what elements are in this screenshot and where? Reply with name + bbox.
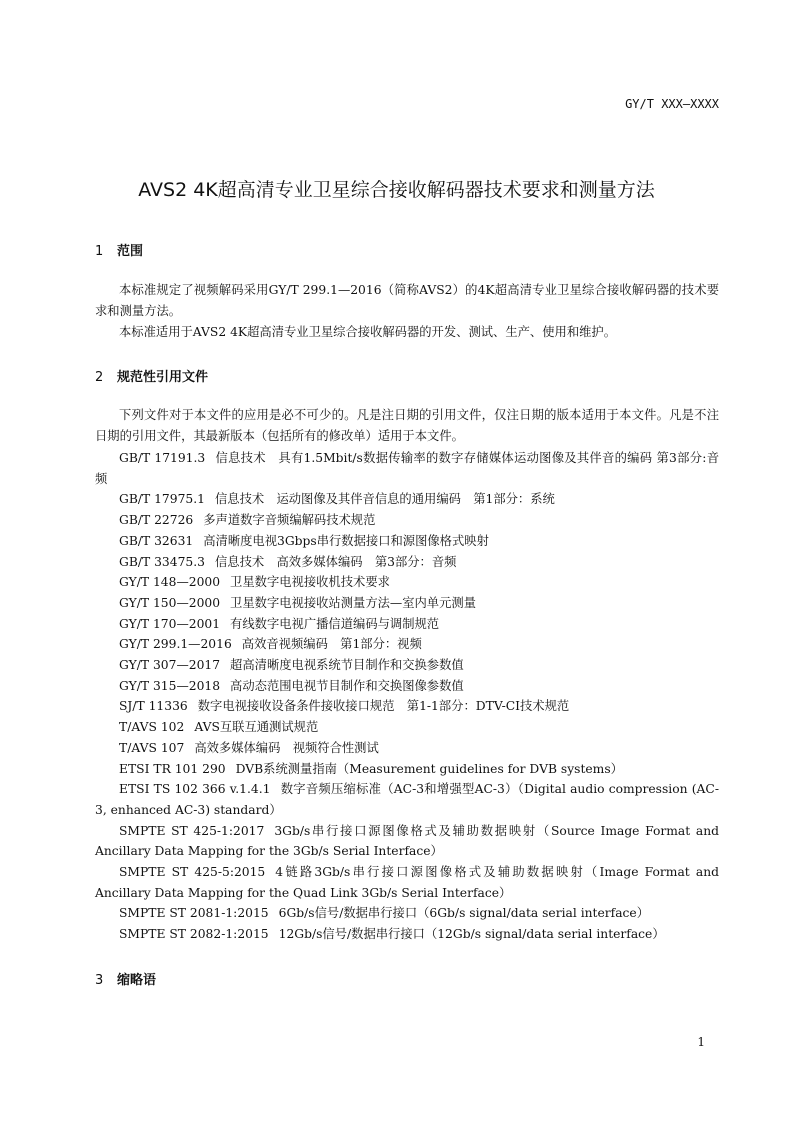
reference-code: GB/T 17975.1 <box>119 492 205 507</box>
reference-title: 信息技术 高效多媒体编码 第3部分：音频 <box>214 554 457 569</box>
reference-title: 3Gb/s串行接口源图像格式及辅助数据映射（Source Image Format and Ancillary Data Mapping for the 3Gb/s Serial Interface） <box>95 823 719 859</box>
reference-list <box>95 448 719 945</box>
reference-code: GB/T 33475.3 <box>119 554 205 569</box>
section-number: 1 <box>95 244 104 259</box>
section-title: 规范性引用文件 <box>117 370 209 385</box>
reference-title: 高效音视频编码 第1部分：视频 <box>241 637 422 652</box>
reference-title: 超高清晰度电视系统节目制作和交换参数值 <box>230 658 464 673</box>
reference-code: GY/T 150—2000 <box>119 595 221 610</box>
reference-item <box>95 572 719 593</box>
reference-title: AVS互联互通测试规范 <box>194 720 319 735</box>
section-title: 缩略语 <box>117 973 157 988</box>
section-heading-normative-references <box>95 366 208 385</box>
reference-code: GY/T 170—2001 <box>119 616 221 631</box>
reference-title: 多声道数字音频编解码技术规范 <box>203 513 376 528</box>
reference-title: 6Gb/s信号/数据串行接口（6Gb/s signal/data serial interface） <box>278 906 649 921</box>
reference-title: 卫星数字电视接收机技术要求 <box>230 575 390 590</box>
paragraph: 本标准适用于AVS2 4K超高清专业卫星综合接收解码器的开发、测试、生产、使用和维护。 <box>119 325 617 339</box>
document-title: AVS2 4K超高清专业卫星综合接收解码器技术要求和测量方法 <box>138 179 655 201</box>
reference-item <box>95 779 719 820</box>
reference-code: GY/T 148—2000 <box>119 575 221 590</box>
reference-item <box>95 924 719 945</box>
document-code: GY/T XXX—XXXX <box>625 97 719 111</box>
reference-code: GB/T 22726 <box>119 513 194 528</box>
reference-item <box>95 593 719 614</box>
reference-title: 高清晰度电视3Gbps串行数据接口和源图像格式映射 <box>203 533 489 548</box>
reference-title: 信息技术 具有1.5Mbit/s数据传输率的数字存储媒体运动图像及其伴音的编码 第3部分:音频 <box>95 451 719 486</box>
reference-item <box>95 903 719 924</box>
reference-code: ETSI TS 102 366 v.1.4.1 <box>119 782 271 797</box>
reference-item <box>95 531 719 552</box>
reference-item <box>95 489 719 510</box>
section-title: 范围 <box>117 244 144 259</box>
reference-code: GY/T 299.1—2016 <box>119 637 232 652</box>
reference-item <box>95 759 719 780</box>
reference-code: SJ/T 11336 <box>119 699 188 714</box>
reference-code: GY/T 315—2018 <box>119 678 221 693</box>
reference-title: 高效多媒体编码 视频符合性测试 <box>194 740 379 755</box>
reference-code: T/AVS 102 <box>119 720 185 735</box>
reference-code: GB/T 17191.3 <box>119 451 206 465</box>
page-number: 1 <box>697 1035 705 1049</box>
section-number: 2 <box>95 370 104 385</box>
reference-code: GB/T 32631 <box>119 533 194 548</box>
reference-code: SMPTE ST 425-1:2017 <box>119 823 265 838</box>
reference-title: 信息技术 运动图像及其伴音信息的通用编码 第1部分：系统 <box>214 492 555 507</box>
reference-code: ETSI TR 101 290 <box>119 761 226 776</box>
reference-item <box>95 696 719 717</box>
reference-title: DVB系统测量指南（Measurement guidelines for DVB systems） <box>235 761 623 776</box>
reference-item <box>95 510 719 531</box>
reference-item <box>95 862 719 903</box>
reference-item <box>95 634 719 655</box>
reference-title: 数字电视接收设备条件接收接口规范 第1-1部分：DTV-CI技术规范 <box>197 699 570 714</box>
reference-item <box>95 614 719 635</box>
reference-code: SMPTE ST 425-5:2015 <box>119 865 266 880</box>
reference-title: 高动态范围电视节目制作和交换图像参数值 <box>230 678 464 693</box>
reference-title: 卫星数字电视接收站测量方法—室内单元测量 <box>230 595 476 610</box>
reference-item <box>95 676 719 697</box>
reference-item <box>95 821 719 862</box>
section-number: 3 <box>95 973 104 988</box>
reference-item <box>95 448 719 489</box>
paragraph: 下列文件对于本文件的应用是必不可少的。凡是注日期的引用文件，仅注日期的版本适用于本文件。凡是不注日期的引用文件，其最新版本（包括所有的修改单）适用于本文件。 <box>95 408 719 443</box>
section-heading-scope <box>95 240 143 259</box>
reference-item <box>95 738 719 759</box>
reference-title: 12Gb/s信号/数据串行接口（12Gb/s signal/data serial interface） <box>278 927 665 942</box>
reference-code: GY/T 307—2017 <box>119 658 221 673</box>
reference-title: 有线数字电视广播信道编码与调制规范 <box>230 616 440 631</box>
reference-item <box>95 655 719 676</box>
reference-title: 4链路3Gb/s串行接口源图像格式及辅助数据映射（Image Format and Ancillary Data Mapping for the Quad Link 3Gb/s Serial Interface） <box>95 865 719 900</box>
paragraph: 本标准规定了视频解码采用GY/T 299.1—2016（简称AVS2）的4K超高清专业卫星综合接收解码器的技术要求和测量方法。 <box>95 283 719 318</box>
reference-code: SMPTE ST 2081-1:2015 <box>119 906 269 921</box>
reference-item <box>95 552 719 573</box>
reference-code: T/AVS 107 <box>119 740 185 755</box>
reference-item <box>95 717 719 738</box>
reference-title: 数字音频压缩标准（AC-3和增强型AC-3）（Digital audio compression (AC-3, enhanced AC-3) standard） <box>95 782 719 817</box>
reference-code: SMPTE ST 2082-1:2015 <box>119 927 269 942</box>
section-heading-abbreviations <box>95 969 156 988</box>
